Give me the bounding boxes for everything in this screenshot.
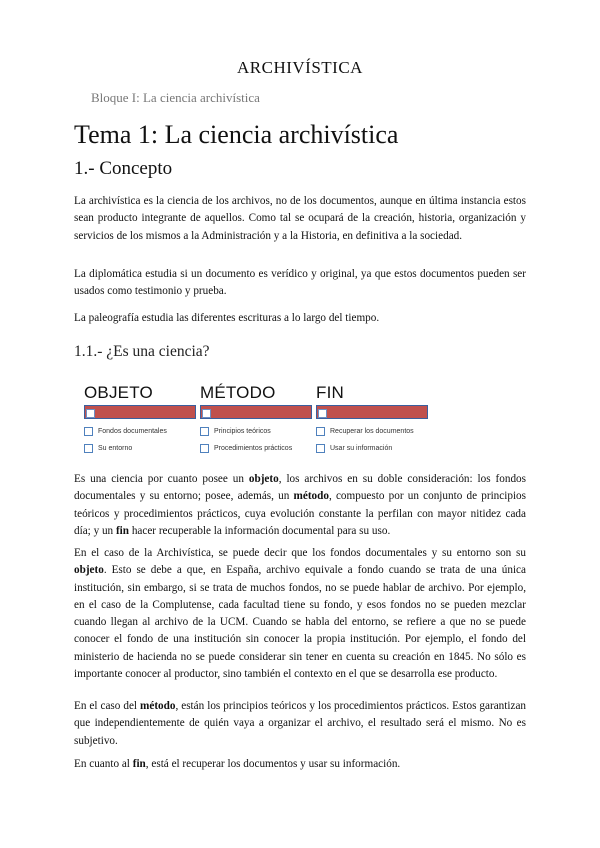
checkbox-icon	[84, 444, 93, 453]
diagram-column-title: OBJETO	[84, 383, 153, 402]
text-run: Es una ciencia por cuanto posee un	[74, 473, 249, 485]
concept-diagram	[84, 381, 444, 463]
diagram-item	[316, 443, 428, 453]
checkbox-icon	[84, 427, 93, 436]
text-run: , los archivos en su doble consideración: los fondos documentales y su entorno; posee, además, un	[74, 473, 526, 503]
text-run: En el caso de la Archivística, se puede decir que los fondos documentales y su entorno son su	[74, 547, 526, 559]
paragraph-fin	[74, 756, 526, 773]
diagram-column-metodo	[200, 381, 312, 453]
diagram-item	[316, 426, 428, 436]
bold-term: fin	[115, 524, 130, 537]
text-run: . Esto se debe a que, en España, archivo equivale a fondo cuando se trata de una única institución, sin embargo, si se trata de muchos fondos, no se puede hablar de archivo. Por ejemplo, en el caso de la Complutense, cada facultad tiene su fondo, y esos fondos no se pueden mezclar cuando llegan al archivo de la UCM. Cuando se habla del entorno, se refiere a que no se puede conocer el fondo de una institución sin conocer la propia institución. Por ejemplo, el fondo del ministerio de hacienda no se puede considerar sin tener en cuenta su creación en 1845. No sólo es importante conocer al productor, sino también el contexto en el que se desarrolla ese producto.	[74, 564, 526, 681]
diagram-bar	[200, 405, 312, 419]
text-run: hacer recuperable la información documental para su uso.	[129, 524, 391, 537]
diagram-column-title: MÉTODO	[200, 383, 276, 402]
bold-term: fin	[132, 758, 146, 770]
diagram-item	[84, 443, 196, 453]
paragraph-metodo	[74, 698, 526, 750]
diagram-item-label: Usar su información	[330, 444, 393, 452]
paragraph-objeto	[74, 545, 526, 683]
subsection-heading: 1.1.- ¿Es una ciencia?	[74, 343, 210, 360]
paragraph-paleografia: La paleografía estudia las diferentes escrituras a lo largo del tiempo.	[74, 312, 380, 324]
diagram-item-label: Procedimientos prácticos	[214, 444, 293, 452]
diagram-item-label: Su entorno	[98, 444, 133, 452]
text-run: , está el recuperar los documentos y usar su información.	[145, 758, 401, 770]
diagram-bar	[84, 405, 196, 419]
text-run: En el caso del	[74, 700, 141, 712]
text-run: , compuesto por un conjunto de principios teóricos y procedimientos prácticos, cuya evolución constante la perfilan con mayor nitidez cada día; y un	[74, 490, 526, 537]
bold-term: objeto	[74, 564, 104, 577]
checkbox-icon	[86, 409, 95, 418]
diagram-column-fin	[316, 381, 428, 453]
chapter-heading: Tema 1: La ciencia archivística	[74, 120, 399, 149]
diagram-item-label: Fondos documentales	[98, 427, 167, 435]
checkbox-icon	[200, 444, 209, 453]
diagram-item	[200, 443, 312, 453]
paragraph-es-ciencia	[74, 471, 526, 540]
bold-term: método	[140, 700, 176, 712]
checkbox-icon	[200, 427, 209, 436]
bold-term: objeto	[248, 473, 279, 485]
checkbox-icon	[316, 444, 325, 453]
diagram-column-objeto	[84, 381, 196, 453]
paragraph-concept: La archivística es la ciencia de los archivos, no de los documentos, aunque en última instancia estos sean producto integrante de aquellos. Como tal se ocupará de la creación, historia, organización y servicios de los mismos a la Administración y a la Historia, en definitiva a la sociedad.	[74, 195, 526, 242]
section-heading: 1.- Concepto	[74, 158, 173, 179]
diagram-column-title: FIN	[316, 383, 344, 402]
diagram-item	[84, 426, 196, 436]
checkbox-icon	[202, 409, 211, 418]
block-subtitle: Bloque I: La ciencia archivística	[91, 90, 260, 105]
diagram-item-label: Recuperar los documentos	[330, 427, 414, 435]
diagram-item-label: Principios teóricos	[214, 427, 271, 435]
document-title: ARCHIVÍSTICA	[237, 58, 363, 77]
text-run: , están los principios teóricos y los procedimientos prácticos. Estos garantizan que independientemente de quién vaya a organizar el archivo, el resultado será el mismo. No es subjetivo.	[74, 700, 526, 747]
diagram-item	[200, 426, 312, 436]
bold-term: método	[293, 490, 329, 503]
diagram-bar	[316, 405, 428, 419]
checkbox-icon	[316, 427, 325, 436]
paragraph-diplomatica: La diplomática estudia si un documento es verídico y original, ya que estos documentos pueden ser usados como testimonio y prueba.	[74, 268, 526, 298]
checkbox-icon	[318, 409, 327, 418]
text-run: En cuanto al	[74, 758, 133, 770]
